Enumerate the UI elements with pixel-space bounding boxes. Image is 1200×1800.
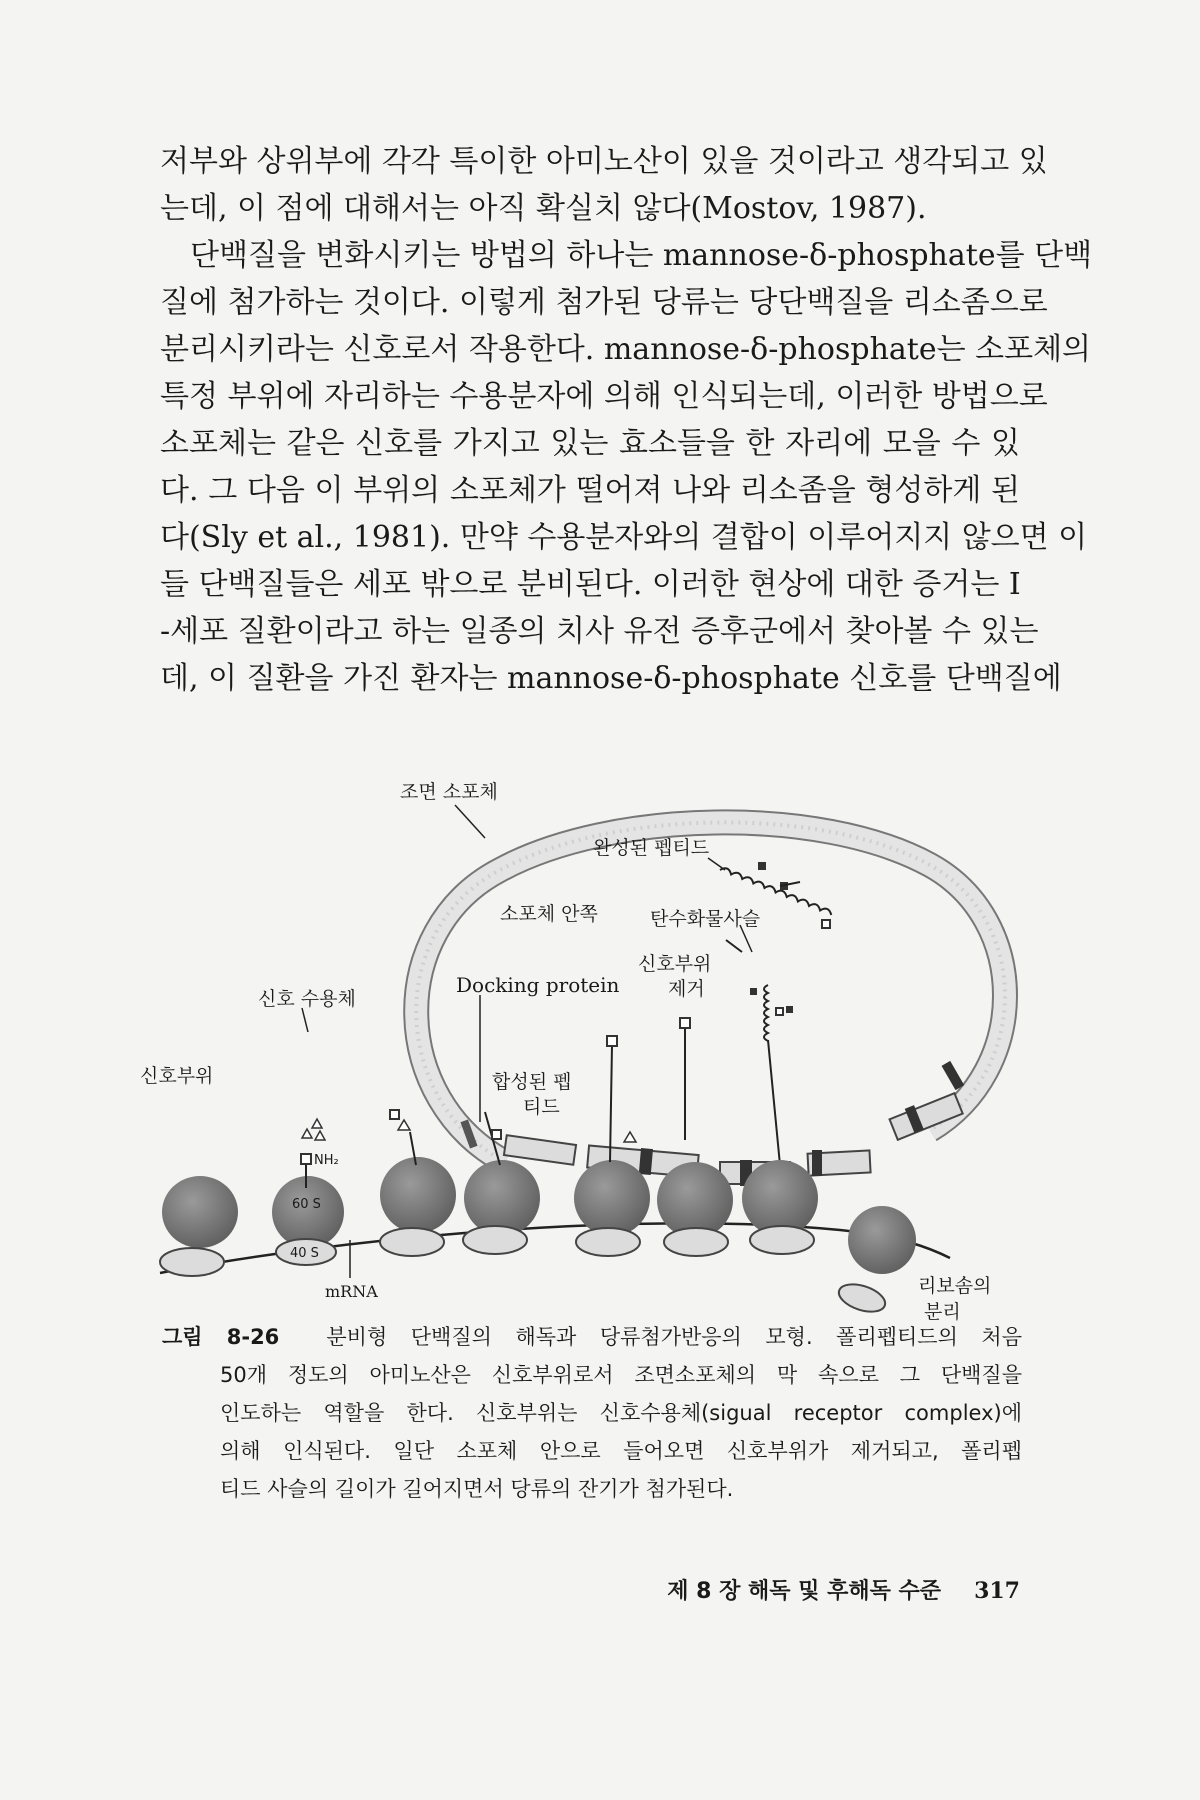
body-line: 소포체는 같은 신호를 가지고 있는 효소들을 한 자리에 모을 수 있: [160, 426, 1020, 461]
er-lumen-label: 소포체 안쪽: [500, 903, 598, 925]
signal-removal-marker: [680, 1018, 690, 1140]
translation-figure: [140, 770, 1060, 1323]
body-line: 는데, 이 점에 대해서는 아직 확실치 않다(Mostov, 1987).: [160, 191, 927, 226]
carbohydrate-chain-label: 탄수화물사슬: [650, 908, 761, 930]
page-footer: [667, 1574, 1020, 1605]
body-line: 들 단백질들은 세포 밖으로 분비된다. 이러한 현상에 대한 증거는 I: [160, 567, 1021, 602]
signal-sequence-label: 신호부위: [140, 1065, 214, 1087]
ribosome-release-label: 리보솜의: [918, 1275, 992, 1297]
signal-removal-label: 제거: [668, 978, 705, 1000]
body-line: 다. 그 다음 이 부위의 소포체가 떨어져 나와 리소좀을 형성하게 된: [160, 473, 1020, 508]
body-line: 다(Sly et al., 1981). 만약 수용분자와의 결합이 이루어지지 않으면 이: [160, 520, 1088, 555]
mrna-label: mRNA: [325, 1282, 378, 1301]
page-number: 317: [974, 1578, 1020, 1604]
synthesized-peptide-label: 티드: [523, 1096, 560, 1118]
signal-receptor-label: 신호 수용체: [258, 988, 356, 1010]
caption-label: 그림 8-26: [162, 1325, 280, 1349]
caption-line: 50개 정도의 아미노산은 신호부위로서 조면소포체의 막 속으로 그 단백질을: [220, 1363, 1022, 1387]
caption-line: 티드 사슬의 길이가 길어지면서 당류의 잔기가 첨가된다.: [220, 1477, 734, 1501]
nh2-label: NH₂: [314, 1153, 339, 1168]
body-line: 저부와 상위부에 각각 특이한 아미노산이 있을 것이라고 생각되고 있: [160, 144, 1048, 179]
docking-protein-label: Docking protein: [456, 973, 620, 997]
body-line: 질에 첨가하는 것이다. 이렇게 첨가된 당류는 당단백질을 리소좀으로: [160, 285, 1048, 320]
signal-removal-label: 신호부위: [638, 953, 712, 975]
ribosome: [272, 1119, 344, 1265]
figure-caption: [162, 1318, 1022, 1508]
completed-peptide-label: 완성된 펩티드: [593, 837, 710, 859]
rough-er-label: 조면 소포체: [400, 781, 498, 803]
body-line: 특정 부위에 자리하는 수용분자에 의해 인식되는데, 이러한 방법으로: [160, 379, 1048, 414]
ribosome-release-label: 분리: [924, 1301, 961, 1323]
subunit-60s-label: 60 S: [292, 1197, 321, 1212]
released-ribosome: [835, 1206, 916, 1317]
ribosome: [657, 1162, 733, 1256]
chapter-title: 제 8 장 해독 및 후해독 수준: [667, 1579, 942, 1604]
carbohydrate-chain-coil: [726, 940, 793, 1165]
synthesized-peptide-label: 합성된 펩: [492, 1071, 572, 1093]
subunit-40s-label: 40 S: [290, 1246, 319, 1261]
body-line: -세포 질환이라고 하는 일종의 치사 유전 증후군에서 찾아볼 수 있는: [160, 614, 1039, 649]
caption-line: 인도하는 역할을 한다. 신호부위는 신호수용체(sigual receptor complex)에: [220, 1401, 1022, 1425]
ribosome: [574, 1036, 650, 1256]
body-line: 단백질을 변화시키는 방법의 하나는 mannose-δ-phosphate를 단백: [190, 238, 1093, 273]
ribosome: [742, 1160, 818, 1254]
caption-line: 분비형 단백질의 해독과 당류첨가반응의 모형. 폴리펩티드의 처음: [326, 1325, 1022, 1349]
body-text: [160, 138, 1093, 702]
body-line: 데, 이 질환을 가진 환자는 mannose-δ-phosphate 신호를 단백질에: [160, 661, 1062, 696]
caption-line: 의해 인식된다. 일단 소포체 안으로 들어오면 신호부위가 제거되고, 폴리펩: [220, 1439, 1022, 1463]
body-line: 분리시키라는 신호로서 작용한다. mannose-δ-phosphate는 소포체의: [160, 332, 1092, 367]
